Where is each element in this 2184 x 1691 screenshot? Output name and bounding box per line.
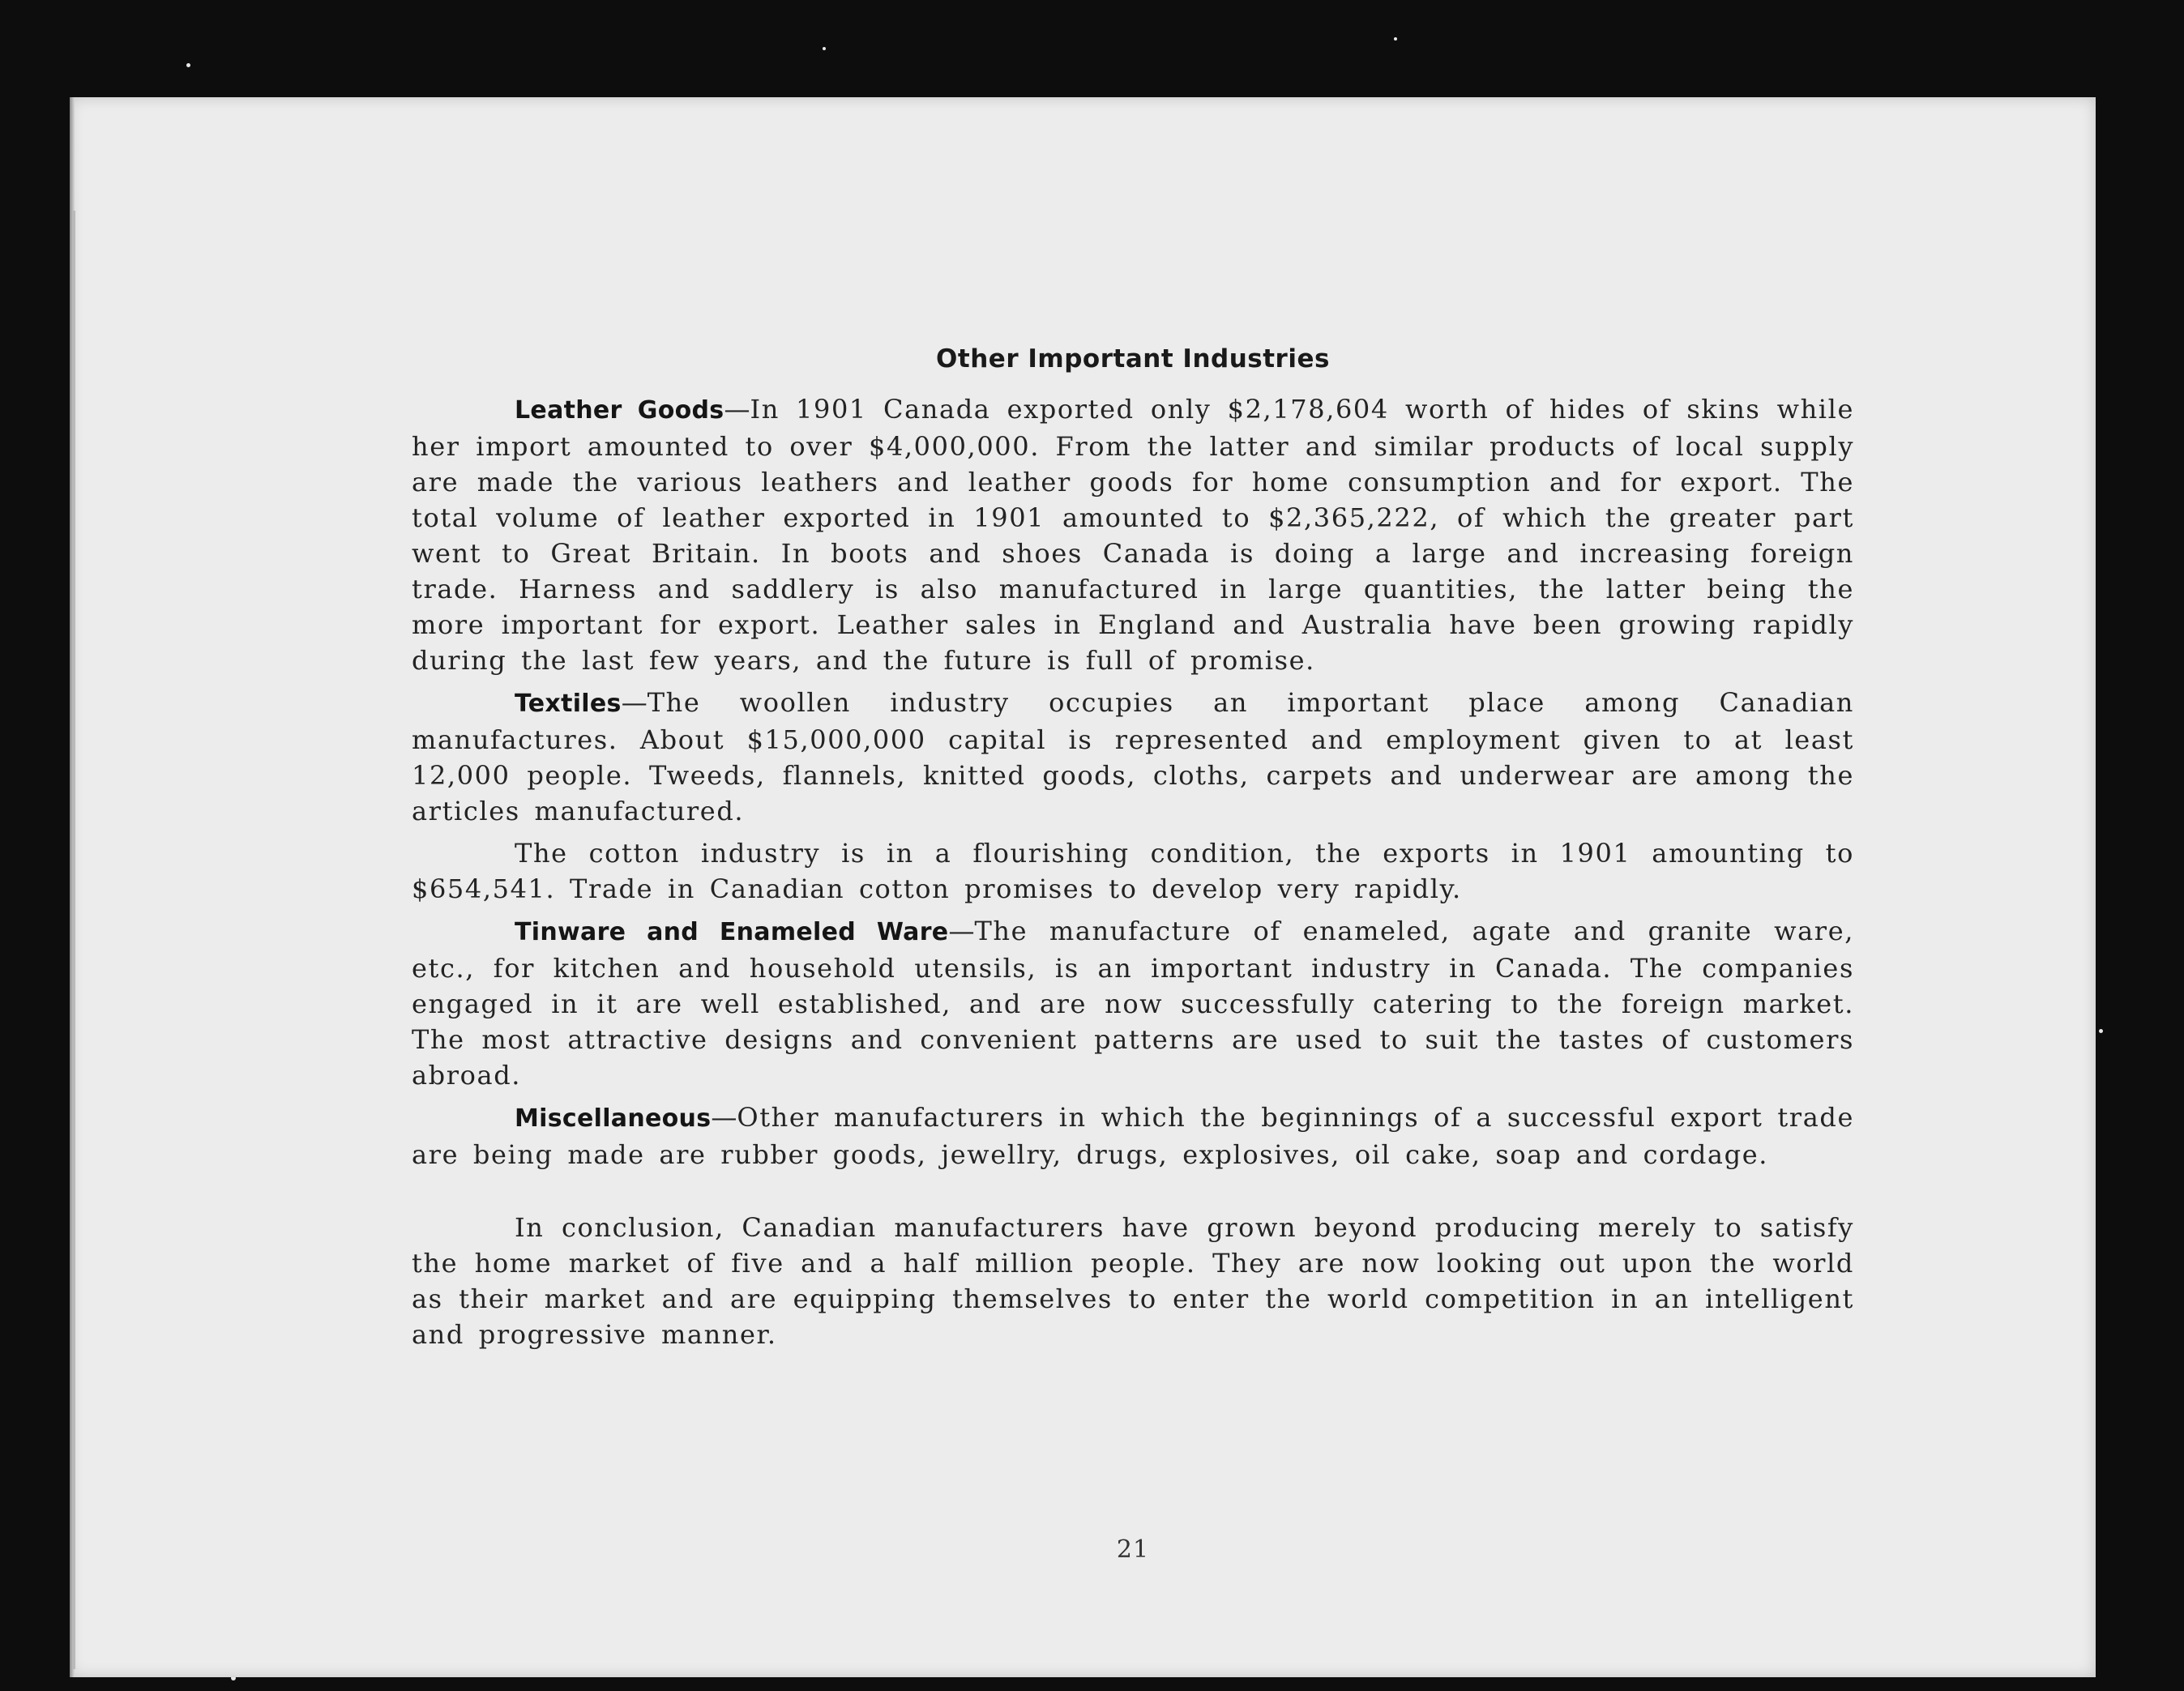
heading-dash: — [621,687,648,718]
heading-dash: — [711,1102,737,1133]
section-heading-textiles: Textiles [515,690,622,718]
paragraph-tinware [412,913,1854,1093]
page-content [412,344,1854,1564]
scan-speck [1394,37,1397,41]
paragraph-leather-goods [412,391,1854,678]
section-heading-leather-goods: Leather Goods [515,396,724,425]
book-page [70,97,2096,1677]
paragraph-body: The manufacture of enameled, agate and granite ware, etc., for kitchen and household utensils, is an important industry in Canada. The companies engaged in it are well established, and are now successfully catering to the foreign market. The most attractive designs and convenient patterns are used to suit the tastes of customers abroad. [412,916,1854,1091]
paragraph-body: Other manufacturers in which the beginnings of a successful export trade are being made are rubber goods, jewellry, drugs, explosives, oil cake, soap and cordage. [412,1102,1854,1170]
paragraph-conclusion [412,1210,1854,1352]
paragraph-cotton [412,835,1854,907]
paragraph-miscellaneous [412,1100,1854,1172]
scan-speck [2099,1029,2103,1033]
gutter-shadow [73,211,75,1669]
scan-speck [186,63,190,67]
heading-dash: — [948,916,975,946]
paragraph-textiles [412,685,1854,829]
scan-speck [823,47,826,50]
paragraph-body: The woollen industry occupies an important place among Canadian manufactures. About $15,000,000 capital is represented and employment given to at least 12,000 people. Tweeds, flannels, knitted goods, cloths, carpets and underwear are among the articles manufactured. [412,687,1854,826]
page-title: Other Important Industries [936,344,1330,374]
heading-dash: — [724,394,750,425]
paragraph-body: The cotton industry is in a flourishing condition, the exports in 1901 amounting to $654,541. Trade in Canadian cotton promises to develop very rapidly. [412,838,1854,904]
paragraph-body: In 1901 Canada exported only $2,178,604 worth of hides of skins while her import amounted to over $4,000,000. From the latter and similar products of local supply are made the various leathers and leather goods for home consumption and for export. The total volume of leather exported in 1901 amounted to $2,365,222, of which the greater part went to Great Britain. In boots and shoes Canada is doing a large and increasing foreign trade. Harness and saddlery is also manufactured in large quantities, the latter being the more important for export. Leather sales in England and Australia have been growing rapidly during the last few years, and the future is full of promise. [412,394,1854,676]
section-heading-tinware: Tinware and Enameled Ware [515,918,949,946]
paragraph-body: In conclusion, Canadian manufacturers have grown beyond producing merely to satisfy the home market of five and a half million people. They are now looking out upon the world as their market and are equipping themselves to enter the world competition in an intelligent and progressive manner. [412,1212,1854,1350]
page-number: 21 [1116,1535,1150,1564]
section-heading-miscellaneous: Miscellaneous [515,1104,712,1133]
